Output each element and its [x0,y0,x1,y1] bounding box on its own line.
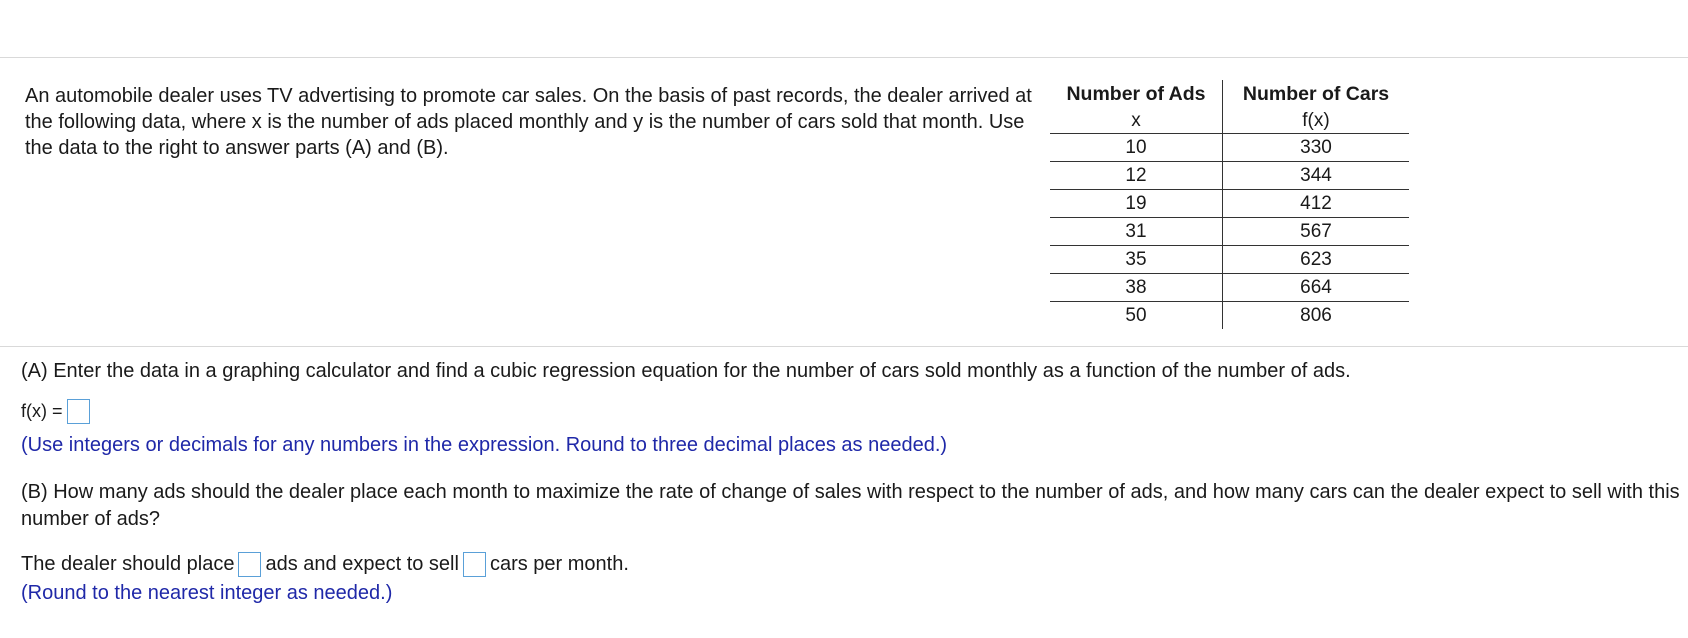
cell-x: 35 [1050,246,1223,274]
part-a-hint: (Use integers or decimals for any numbers in the expression. Round to three decimal places as needed.) [21,434,948,456]
table-row [1050,190,1409,218]
data-table [1050,80,1409,329]
cell-fx: 806 [1300,304,1332,326]
table-row [1050,162,1409,190]
part-a-question: (A) Enter the data in a graphing calculator and find a cubic regression equation for the number of cars sold monthly as a function of the number of ads. [21,360,1351,382]
cell-x: 12 [1050,162,1223,190]
cell-fx: 567 [1223,218,1410,246]
part-a-answer-line [21,398,94,424]
cell-fx: 330 [1223,134,1410,162]
part-b-answer-line [21,549,629,579]
table-row [1050,246,1409,274]
fx-answer-input[interactable] [67,399,90,424]
header-number-of-cars: Number of Cars [1242,82,1390,105]
table-row [1050,302,1409,330]
answer-prefix-text: The dealer should place [21,553,235,575]
header-number-of-ads: Number of Ads [1050,80,1223,108]
answer-middle-text: ads and expect to sell [265,553,459,575]
part-b-question: (B) How many ads should the dealer place each month to maximize the rate of change of sales with respect to the number of ads, and how many cars can the dealer expect to sell with this number of ads? [21,481,1680,530]
cell-x: 19 [1050,190,1223,218]
table-row [1050,134,1409,162]
problem-intro: An automobile dealer uses TV advertising to promote car sales. On the basis of past records, the dealer arrived at the following data, where x is the number of ads placed monthly and y is the number of cars sold that month. Use the data to the right to answer parts (A) and (B). [25,85,1032,159]
table-row [1050,218,1409,246]
top-divider [0,57,1688,58]
cars-answer-input[interactable] [463,552,486,577]
cell-x: 50 [1050,302,1223,330]
table-header-row [1050,80,1409,108]
subheader-x: x [1050,108,1223,134]
table-subheader-row [1050,108,1409,134]
section-divider [0,346,1688,347]
cell-x: 31 [1050,218,1223,246]
cell-x: 10 [1050,134,1223,162]
fx-label: f(x) = [21,401,63,421]
table-row [1050,274,1409,302]
answer-suffix-text: cars per month. [489,553,629,575]
cell-fx: 664 [1223,274,1410,302]
cell-fx: 623 [1223,246,1410,274]
part-b-hint: (Round to the nearest integer as needed.) [21,582,393,604]
ads-answer-input[interactable] [238,552,261,577]
cell-x: 38 [1050,274,1223,302]
cell-fx: 344 [1223,162,1410,190]
subheader-fx: f(x) [1223,108,1410,134]
cell-fx: 412 [1223,190,1410,218]
